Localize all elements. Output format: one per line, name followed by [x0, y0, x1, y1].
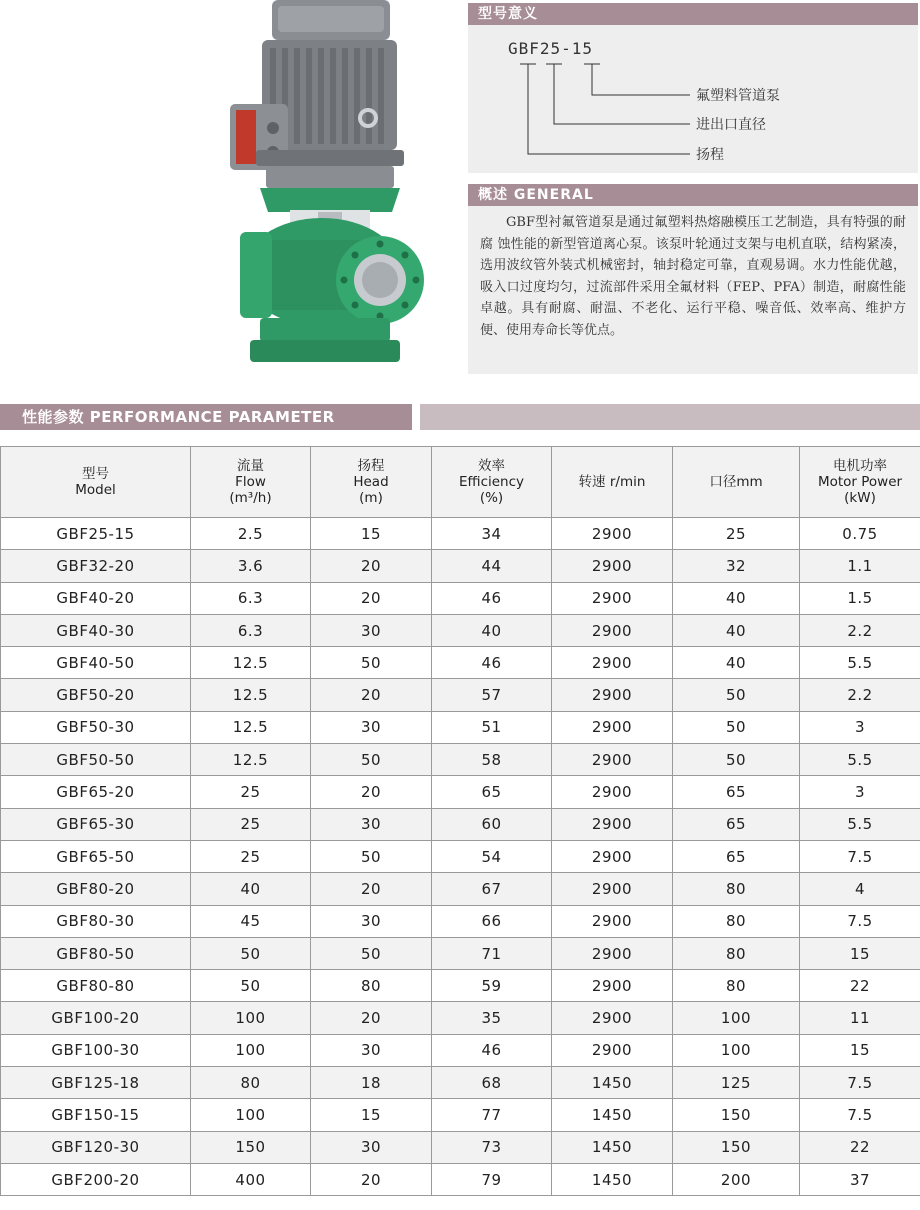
cell-model: GBF80-50 [1, 937, 191, 969]
header-model [1, 447, 191, 518]
meaning-label-head: 扬程 [696, 147, 724, 163]
performance-parameter-title: 性能参数 PERFORMANCE PARAMETER [22, 408, 335, 426]
cell-flow: 100 [191, 1099, 311, 1131]
meaning-label-diameter: 进出口直径 [696, 117, 766, 133]
cell-model: GBF40-20 [1, 582, 191, 614]
cell-head: 30 [311, 905, 432, 937]
cell-motor-power: 5.5 [800, 647, 920, 679]
cell-model: GBF65-20 [1, 776, 191, 808]
header-flow-line: Flow [235, 474, 266, 490]
cell-model: GBF80-30 [1, 905, 191, 937]
header-speed [552, 447, 673, 518]
cell-flow: 25 [191, 808, 311, 840]
cell-diameter: 40 [673, 582, 800, 614]
cell-diameter: 50 [673, 744, 800, 776]
cell-efficiency: 35 [432, 1002, 552, 1034]
cell-diameter: 100 [673, 1034, 800, 1066]
cell-head: 15 [311, 1099, 432, 1131]
cell-model: GBF65-50 [1, 840, 191, 872]
cell-efficiency: 65 [432, 776, 552, 808]
table-row [1, 744, 920, 776]
table-row [1, 550, 920, 582]
table-row [1, 840, 920, 872]
header-model-line: 型号 [82, 466, 109, 482]
cell-diameter: 80 [673, 873, 800, 905]
header-efficiency-line: (%) [479, 490, 504, 506]
header-diameter [673, 447, 800, 518]
general-description: GBF型衬氟管道泵是通过氟塑料热熔融模压工艺制造，具有特强的耐腐 蚀性能的新型管道离心泵。该泵叶轮通过支架与电机直联，结构紧凑， 选用波纹管外装式机械密封，轴封稳定可靠，直观易调。水力性能优越， 吸入口过度均匀，过流部件采用全氟材料（FEP、PFA）制造，耐腐性能 卓越。具有耐腐、耐温、不老化、运行平稳、噪音低、效率高、维护方 便、使用寿命长等优点。 [480, 215, 906, 338]
table-row [1, 1034, 920, 1066]
model-meaning-header: 型号意义 [468, 3, 918, 25]
header-motor-power-line: 电机功率 [833, 458, 887, 474]
bar-separator [412, 404, 420, 430]
cell-motor-power: 11 [800, 1002, 920, 1034]
cell-diameter: 80 [673, 937, 800, 969]
cell-head: 50 [311, 840, 432, 872]
cell-motor-power: 7.5 [800, 905, 920, 937]
cell-motor-power: 7.5 [800, 840, 920, 872]
cell-head: 30 [311, 711, 432, 743]
cell-model: GBF100-20 [1, 1002, 191, 1034]
cell-speed: 1450 [552, 1099, 673, 1131]
cell-flow: 12.5 [191, 711, 311, 743]
cell-efficiency: 73 [432, 1131, 552, 1163]
cell-diameter: 150 [673, 1131, 800, 1163]
cell-head: 30 [311, 1131, 432, 1163]
cell-diameter: 25 [673, 518, 800, 550]
cell-flow: 45 [191, 905, 311, 937]
cell-motor-power: 37 [800, 1163, 920, 1195]
cell-efficiency: 71 [432, 937, 552, 969]
cell-head: 80 [311, 970, 432, 1002]
table-row [1, 1131, 920, 1163]
general-header: 概述 GENERAL [468, 184, 918, 206]
cell-speed: 2900 [552, 647, 673, 679]
cell-efficiency: 57 [432, 679, 552, 711]
table-row [1, 776, 920, 808]
cell-efficiency: 68 [432, 1067, 552, 1099]
header-flow-line: 流量 [237, 458, 264, 474]
cell-diameter: 80 [673, 970, 800, 1002]
cell-flow: 25 [191, 840, 311, 872]
cell-model: GBF100-30 [1, 1034, 191, 1066]
meaning-label-fluoroplastic-pump: 氟塑料管道泵 [696, 88, 780, 104]
cell-efficiency: 46 [432, 647, 552, 679]
cell-motor-power: 3 [800, 711, 920, 743]
cell-efficiency: 34 [432, 518, 552, 550]
header-flow [191, 447, 311, 518]
cell-speed: 1450 [552, 1067, 673, 1099]
cell-model: GBF80-20 [1, 873, 191, 905]
table-row [1, 1163, 920, 1195]
header-head [311, 447, 432, 518]
cell-efficiency: 79 [432, 1163, 552, 1195]
cell-flow: 400 [191, 1163, 311, 1195]
cell-model: GBF40-50 [1, 647, 191, 679]
cell-efficiency: 77 [432, 1099, 552, 1131]
header-speed-line: 转速 r/min [578, 474, 646, 490]
cell-model: GBF50-30 [1, 711, 191, 743]
model-code: GBF25-15 [508, 39, 594, 58]
cell-flow: 50 [191, 937, 311, 969]
table-row [1, 614, 920, 646]
cell-model: GBF120-30 [1, 1131, 191, 1163]
header-motor-power-line: (kW) [844, 490, 876, 506]
cell-motor-power: 4 [800, 873, 920, 905]
cell-diameter: 65 [673, 840, 800, 872]
table-row [1, 711, 920, 743]
table-row [1, 1002, 920, 1034]
cell-speed: 2900 [552, 840, 673, 872]
vertical-pipeline-pump-illustration [200, 0, 440, 372]
cell-diameter: 200 [673, 1163, 800, 1195]
cell-speed: 2900 [552, 970, 673, 1002]
cell-efficiency: 51 [432, 711, 552, 743]
cell-motor-power: 3 [800, 776, 920, 808]
cell-flow: 40 [191, 873, 311, 905]
cell-speed: 2900 [552, 1002, 673, 1034]
cell-speed: 2900 [552, 518, 673, 550]
cell-motor-power: 1.1 [800, 550, 920, 582]
cell-speed: 2900 [552, 582, 673, 614]
cell-diameter: 50 [673, 711, 800, 743]
cell-speed: 2900 [552, 873, 673, 905]
header-head-line: (m) [359, 490, 383, 506]
table-row [1, 970, 920, 1002]
cell-diameter: 100 [673, 1002, 800, 1034]
cell-head: 20 [311, 582, 432, 614]
header-efficiency-line: Efficiency [458, 474, 525, 490]
header-efficiency [432, 447, 552, 518]
cell-diameter: 65 [673, 808, 800, 840]
table-row [1, 937, 920, 969]
cell-efficiency: 54 [432, 840, 552, 872]
cell-model: GBF200-20 [1, 1163, 191, 1195]
cell-flow: 50 [191, 970, 311, 1002]
cell-flow: 80 [191, 1067, 311, 1099]
cell-efficiency: 46 [432, 582, 552, 614]
table-row [1, 518, 920, 550]
cell-head: 20 [311, 1163, 432, 1195]
table-row [1, 905, 920, 937]
table-row [1, 1099, 920, 1131]
cell-model: GBF80-80 [1, 970, 191, 1002]
cell-speed: 2900 [552, 776, 673, 808]
pump-image [200, 0, 440, 372]
cell-model: GBF40-30 [1, 614, 191, 646]
cell-flow: 2.5 [191, 518, 311, 550]
cell-motor-power: 5.5 [800, 808, 920, 840]
model-meaning-connector-lines [468, 3, 918, 173]
cell-model: GBF50-20 [1, 679, 191, 711]
cell-motor-power: 22 [800, 1131, 920, 1163]
cell-efficiency: 59 [432, 970, 552, 1002]
general-panel [468, 184, 918, 374]
header-diameter-line: 口径mm [709, 474, 763, 490]
cell-motor-power: 0.75 [800, 518, 920, 550]
cell-speed: 1450 [552, 1131, 673, 1163]
header-motor-power-line: Motor Power [817, 474, 903, 490]
cell-model: GBF50-50 [1, 744, 191, 776]
cell-head: 18 [311, 1067, 432, 1099]
cell-head: 50 [311, 647, 432, 679]
cell-efficiency: 67 [432, 873, 552, 905]
header-flow-line: (m³/h) [229, 490, 272, 506]
header-head-line: 扬程 [357, 458, 385, 474]
cell-head: 20 [311, 873, 432, 905]
table-row [1, 647, 920, 679]
cell-diameter: 80 [673, 905, 800, 937]
cell-model: GBF125-18 [1, 1067, 191, 1099]
cell-motor-power: 7.5 [800, 1067, 920, 1099]
cell-flow: 150 [191, 1131, 311, 1163]
cell-efficiency: 44 [432, 550, 552, 582]
cell-motor-power: 15 [800, 937, 920, 969]
cell-diameter: 50 [673, 679, 800, 711]
cell-diameter: 40 [673, 614, 800, 646]
cell-diameter: 125 [673, 1067, 800, 1099]
cell-efficiency: 46 [432, 1034, 552, 1066]
header-efficiency-line: 效率 [478, 458, 505, 474]
cell-speed: 2900 [552, 1034, 673, 1066]
cell-flow: 3.6 [191, 550, 311, 582]
performance-parameter-bar [0, 404, 920, 430]
cell-head: 20 [311, 1002, 432, 1034]
cell-flow: 12.5 [191, 679, 311, 711]
cell-efficiency: 58 [432, 744, 552, 776]
cell-head: 50 [311, 744, 432, 776]
cell-speed: 2900 [552, 937, 673, 969]
cell-speed: 2900 [552, 744, 673, 776]
cell-motor-power: 22 [800, 970, 920, 1002]
cell-flow: 25 [191, 776, 311, 808]
cell-head: 15 [311, 518, 432, 550]
header-model-line: Model [75, 482, 116, 498]
table-row [1, 873, 920, 905]
table-row [1, 679, 920, 711]
cell-flow: 6.3 [191, 582, 311, 614]
cell-motor-power: 5.5 [800, 744, 920, 776]
table-header-row [1, 447, 920, 518]
cell-motor-power: 2.2 [800, 679, 920, 711]
cell-speed: 2900 [552, 711, 673, 743]
table-body [1, 518, 920, 1196]
cell-flow: 6.3 [191, 614, 311, 646]
cell-speed: 2900 [552, 550, 673, 582]
table-row [1, 582, 920, 614]
cell-efficiency: 40 [432, 614, 552, 646]
cell-model: GBF150-15 [1, 1099, 191, 1131]
cell-diameter: 32 [673, 550, 800, 582]
cell-flow: 100 [191, 1002, 311, 1034]
cell-diameter: 150 [673, 1099, 800, 1131]
cell-efficiency: 60 [432, 808, 552, 840]
cell-head: 20 [311, 776, 432, 808]
cell-flow: 12.5 [191, 647, 311, 679]
cell-flow: 12.5 [191, 744, 311, 776]
performance-table [0, 446, 920, 1196]
cell-model: GBF25-15 [1, 518, 191, 550]
cell-diameter: 40 [673, 647, 800, 679]
cell-head: 20 [311, 679, 432, 711]
cell-speed: 2900 [552, 679, 673, 711]
header-motor-power [800, 447, 920, 518]
cell-speed: 1450 [552, 1163, 673, 1195]
cell-head: 30 [311, 1034, 432, 1066]
bar-right-segment [420, 404, 920, 430]
model-meaning-panel [468, 3, 918, 173]
cell-motor-power: 15 [800, 1034, 920, 1066]
cell-speed: 2900 [552, 905, 673, 937]
cell-head: 20 [311, 550, 432, 582]
cell-head: 30 [311, 614, 432, 646]
cell-speed: 2900 [552, 808, 673, 840]
cell-motor-power: 7.5 [800, 1099, 920, 1131]
cell-motor-power: 1.5 [800, 582, 920, 614]
table-row [1, 808, 920, 840]
cell-efficiency: 66 [432, 905, 552, 937]
cell-head: 30 [311, 808, 432, 840]
cell-speed: 2900 [552, 614, 673, 646]
cell-head: 50 [311, 937, 432, 969]
cell-model: GBF65-30 [1, 808, 191, 840]
cell-model: GBF32-20 [1, 550, 191, 582]
cell-flow: 100 [191, 1034, 311, 1066]
table-row [1, 1067, 920, 1099]
header-head-line: Head [353, 474, 389, 490]
cell-diameter: 65 [673, 776, 800, 808]
cell-motor-power: 2.2 [800, 614, 920, 646]
